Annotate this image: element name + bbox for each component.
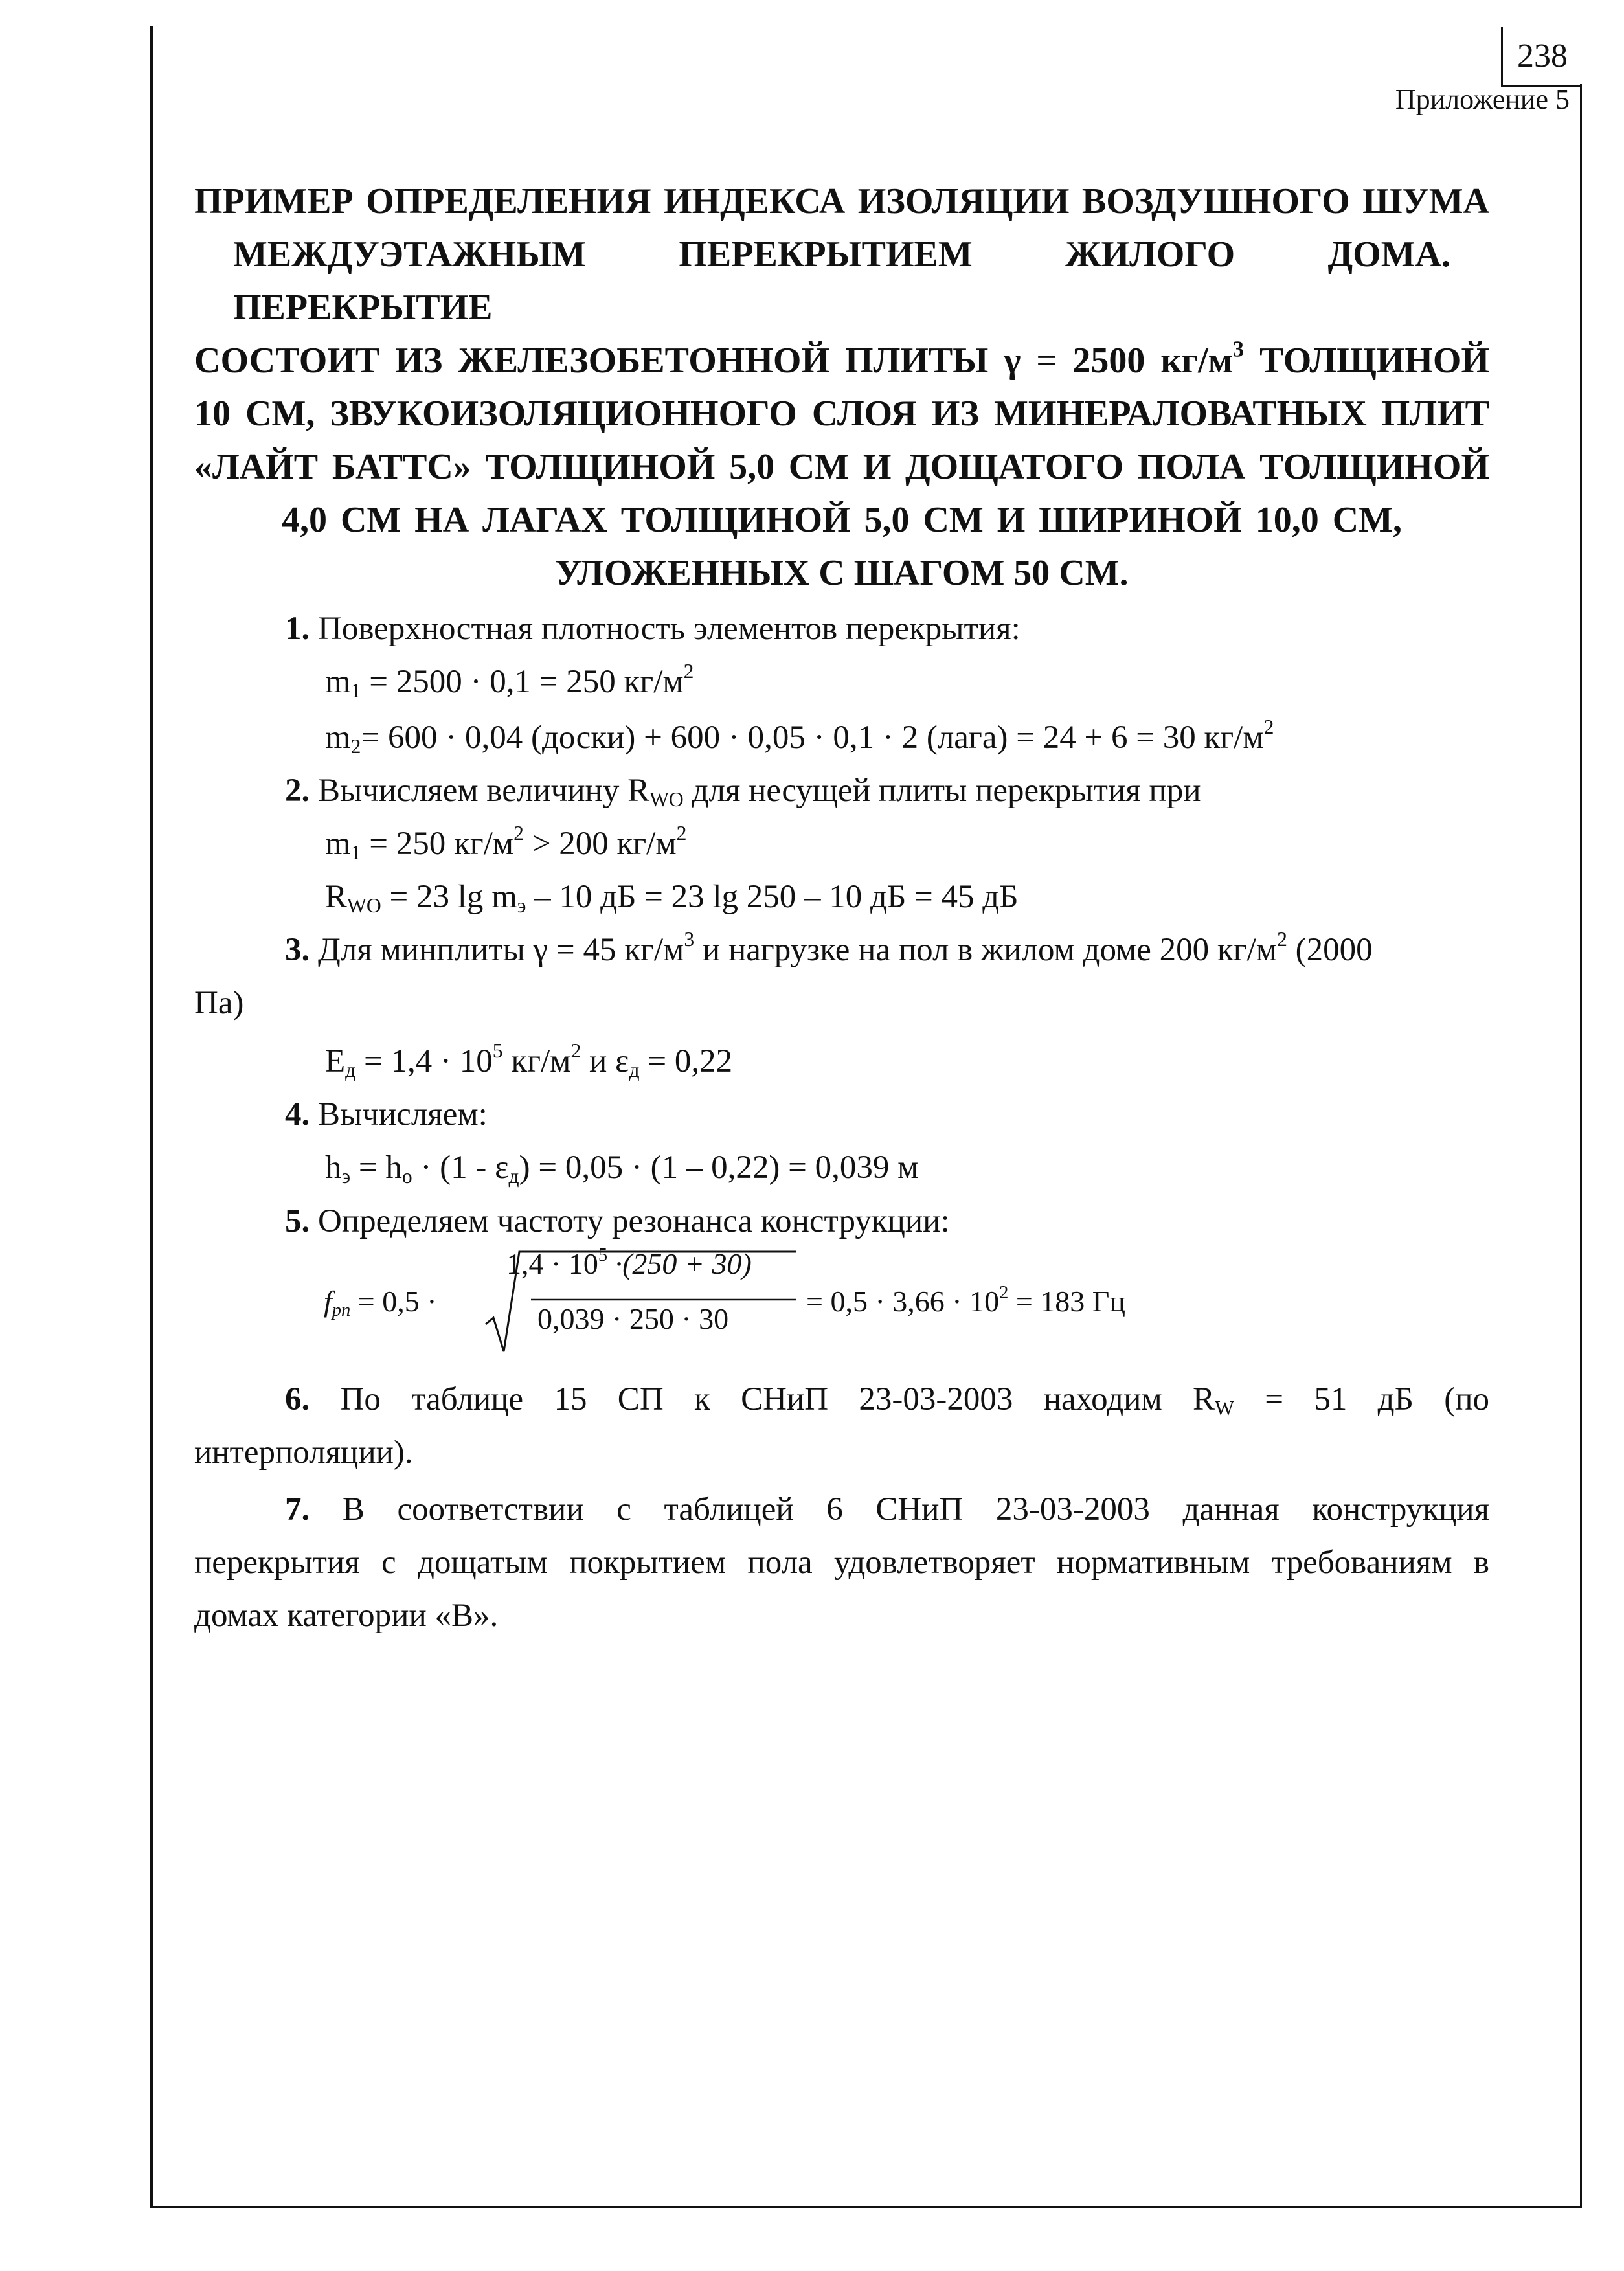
title-line: УЛОЖЕННЫХ С ШАГОМ 50 СМ. <box>555 553 1129 593</box>
step-7-line-1: 7. В соответствии с таблицей 6 СНиП 23-03-2003 данная конструкция <box>285 1491 1489 1528</box>
step-3-continuation: Па) <box>194 985 244 1021</box>
step-6-line-1: 6. По таблице 15 СП к СНиП 23-03-2003 находим $R_W = 51$ дБ (по <box>285 1381 1490 1419</box>
formula-denominator: 0,039 · 250 · 30 <box>537 1302 729 1335</box>
step-2: 2. Вычисляем величину $R_{WO}$ для несущей плиты перекрытия при <box>285 773 1201 811</box>
page-frame-left <box>150 26 153 2208</box>
appendix-label: Приложение 5 <box>1395 84 1570 115</box>
page-number: 238 <box>1501 27 1582 87</box>
formula-condition: $m_1 = 250$ $кг/м^2 > 200$ $кг/м^2$ <box>325 821 687 864</box>
formula-m2: $m_2= 600 \cdot 0,04$ (доски) + 600 · 0,05 · 0,1 · 2 (лага) = 24 + 6 = 30 $кг/м^2$ <box>325 715 1274 758</box>
title-line: «ЛАЙТ БАТТС» ТОЛЩИНОЙ 5,0 СМ И ДОЩАТОГО ПОЛА ТОЛЩИНОЙ <box>194 447 1489 487</box>
formula-lhs: $f_{pn} = 0,5$ · <box>324 1285 437 1321</box>
step-5: 5. Определяем частоту резонанса конструкции: <box>285 1203 950 1239</box>
formula-ed: $E_д = 1,4 \cdot 10^5$ $кг/м^2$ и $\varepsilon_д = 0,22$ <box>325 1039 733 1081</box>
formula-numerator: $1,4 \cdot 10^5 \cdot(250 + 30)$ <box>506 1245 752 1280</box>
formula-rhs: = $0,5 \cdot 3,66 \cdot 10^2 = 183$ Гц <box>806 1283 1126 1318</box>
title-line: 10 СМ, ЗВУКОИЗОЛЯЦИОННОГО СЛОЯ ИЗ МИНЕРАЛОВАТНЫХ ПЛИТ <box>194 394 1489 434</box>
formula-he: $h_э = h_o \cdot (1 - \varepsilon_д) = 0,05 \cdot (1 - 0,22) = 0,039$ м <box>325 1149 919 1188</box>
document-title <box>194 175 1489 600</box>
step-7-line-2: перекрытия с дощатым покрытием пола удовлетворяет нормативным требованиям в <box>194 1544 1489 1581</box>
page-frame-bottom <box>150 2206 1582 2208</box>
page-frame-right <box>1580 84 1582 2208</box>
title-line: МЕЖДУЭТАЖНЫМ ПЕРЕКРЫТИЕМ ЖИЛОГО ДОМА. ПЕРЕКРЫТИЕ <box>233 234 1450 328</box>
formula-rwo: $R_{WO} = 23$ $\lg m_э - 10$ дБ = 23 lg 250 – 10 дБ = 45 дБ <box>325 879 1019 917</box>
title-line: 4,0 СМ НА ЛАГАХ ТОЛЩИНОЙ 5,0 СМ И ШИРИНОЙ 10,0 СМ, <box>282 500 1402 540</box>
step-6-line-2: интерполяции). <box>194 1434 413 1471</box>
title-line: ПРИМЕР ОПРЕДЕЛЕНИЯ ИНДЕКСА ИЗОЛЯЦИИ ВОЗДУШНОГО ШУМА <box>194 181 1489 221</box>
title-line: СОСТОИТ ИЗ ЖЕЛЕЗОБЕТОННОЙ ПЛИТЫ γ = 2500 $кг/м^3$ ТОЛЩИНОЙ <box>194 336 1490 381</box>
formula-resonance <box>324 1247 1230 1357</box>
step-1: 1. Поверхностная плотность элементов перекрытия: <box>285 611 1021 647</box>
step-4: 4. Вычисляем: <box>285 1096 488 1133</box>
formula-m1: $m_1 = 2500 \cdot 0,1 = 250$ $кг/м^2$ <box>325 659 694 702</box>
step-3: 3. Для минплиты γ = 45 $кг/м^3$ и нагрузке на пол в жилом доме 200 $кг/м^2$ (2000 <box>285 927 1373 968</box>
step-7-line-3: домах категории «В». <box>194 1598 499 1634</box>
